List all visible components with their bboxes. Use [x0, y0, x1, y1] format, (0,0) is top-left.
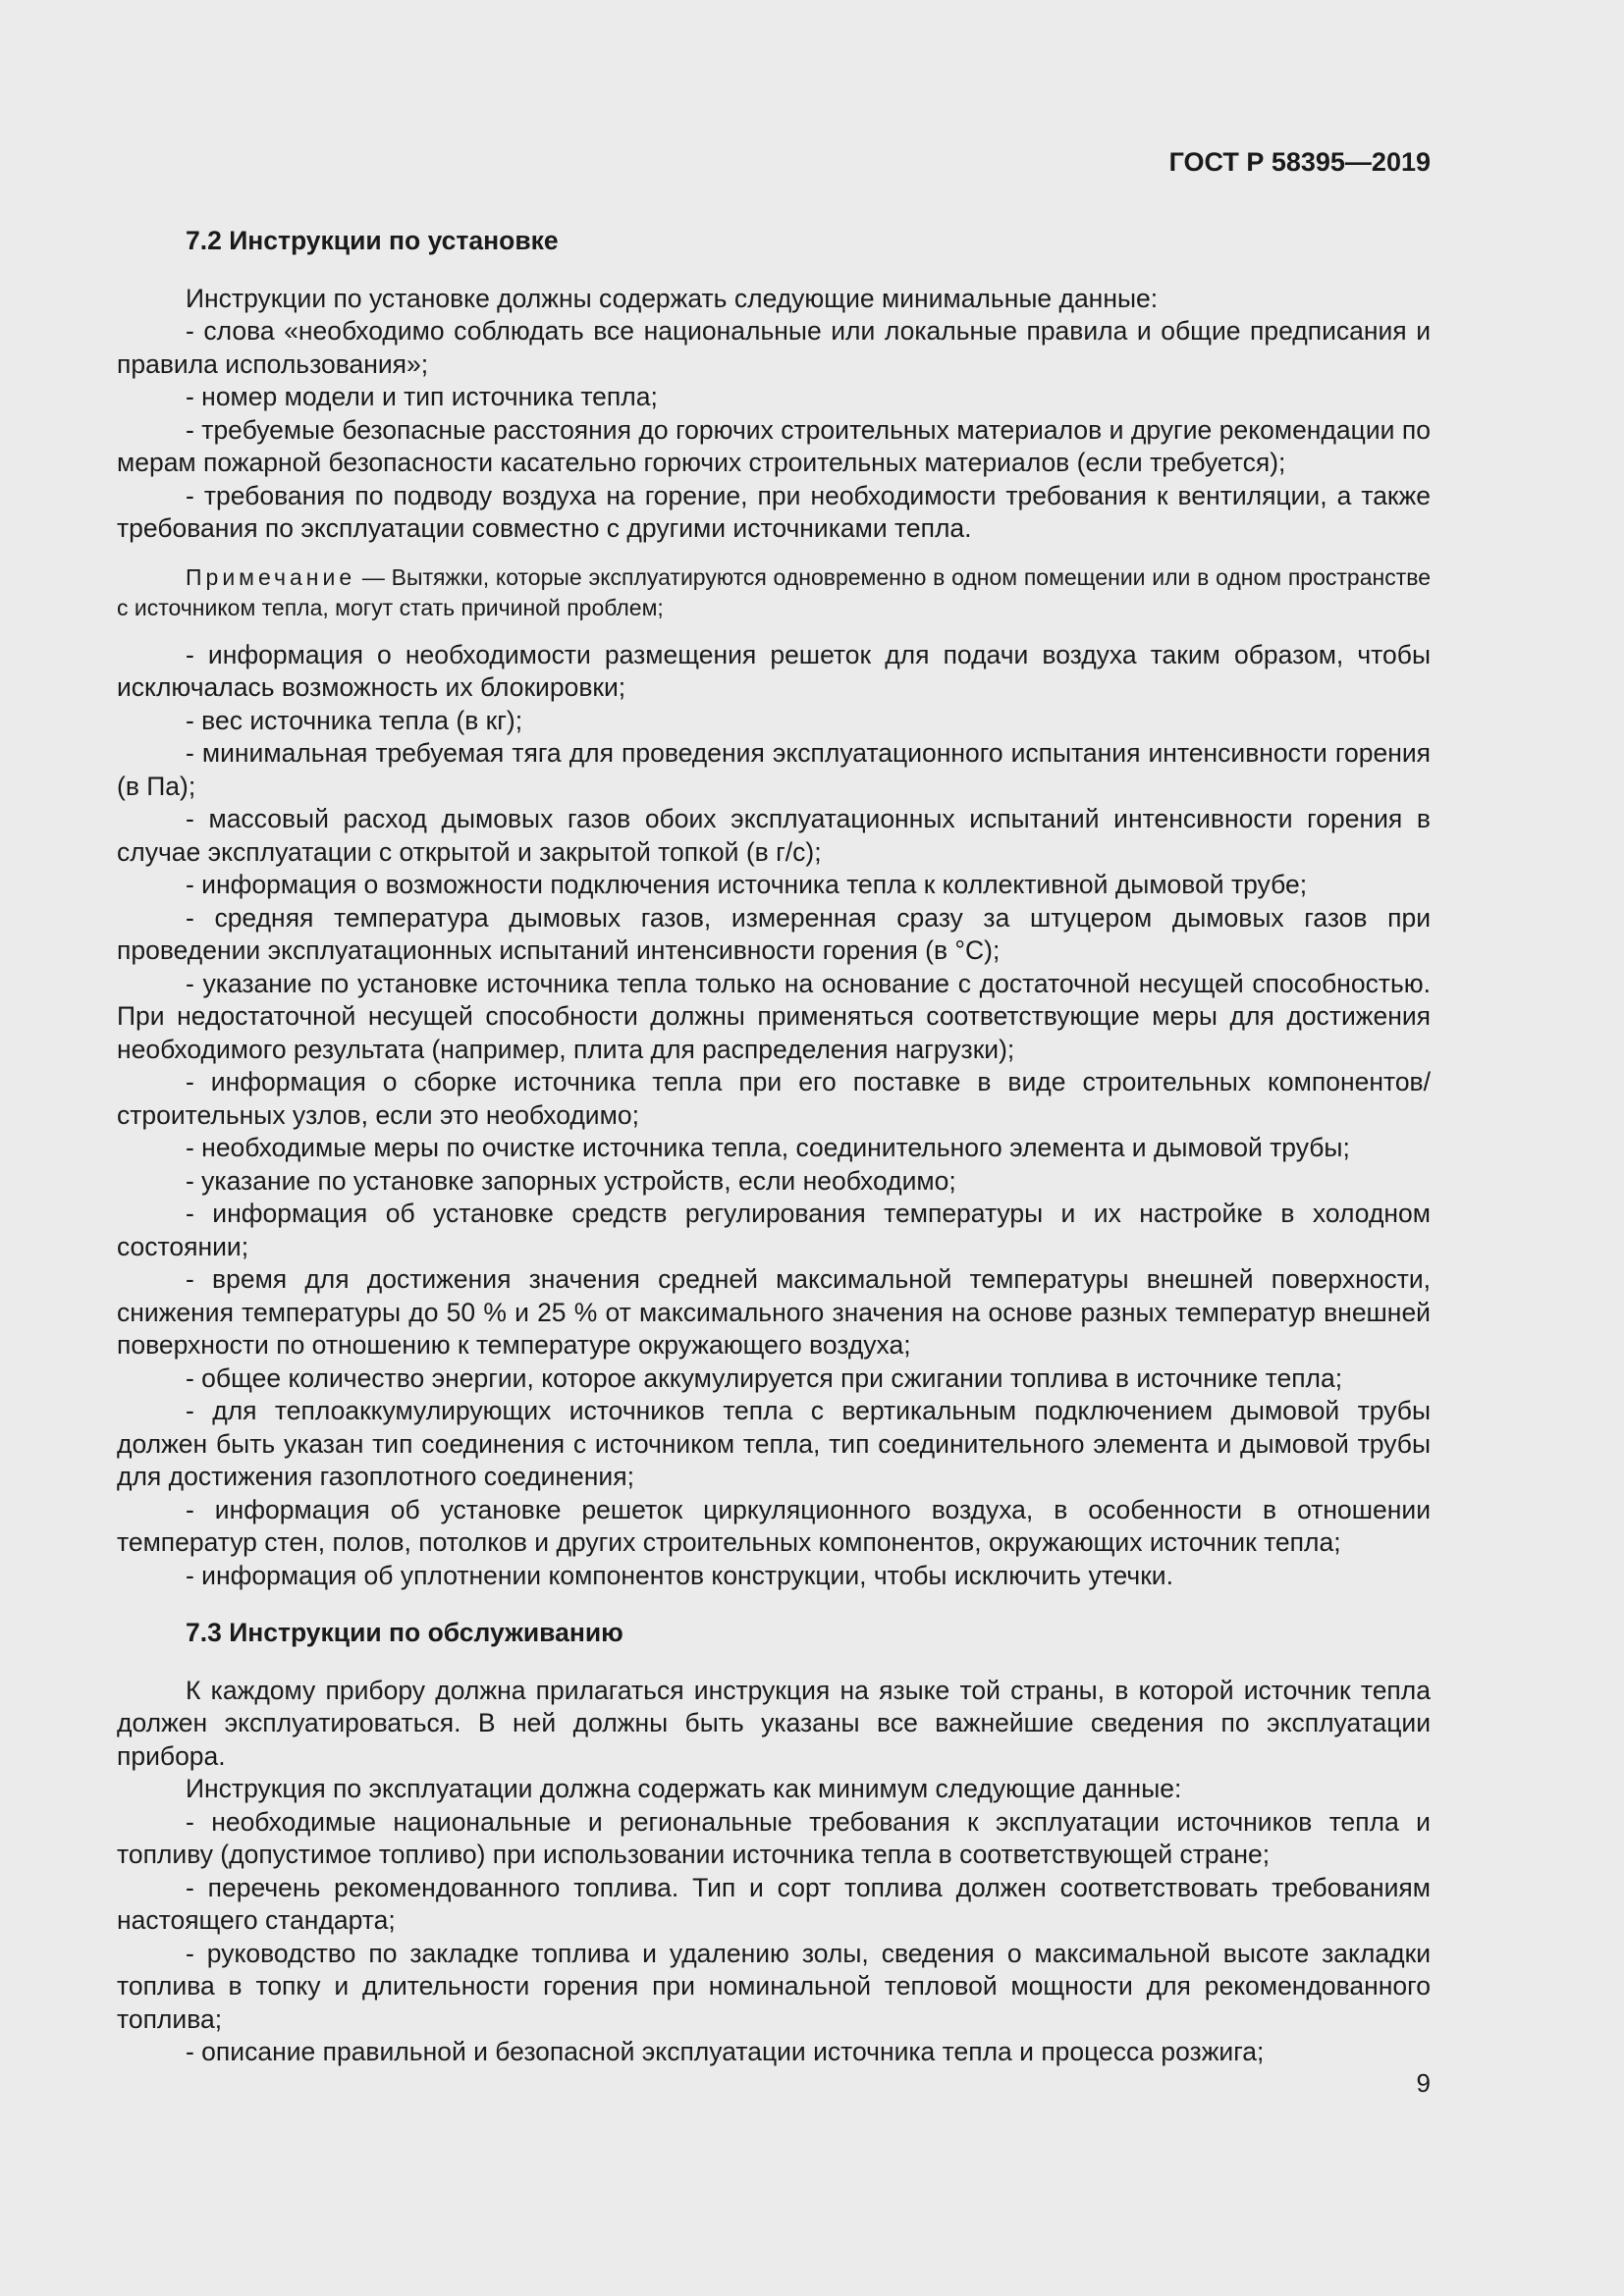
- section-7-2-intro: Инструкции по установке должны содержать следующие минимальные данные:: [186, 283, 1159, 313]
- list-item: - вес источника тепла (в кг);: [186, 705, 523, 735]
- section-7-2-title: 7.2 Инструкции по установке: [186, 226, 559, 255]
- list-item: - номер модели и тип источника тепла;: [186, 382, 658, 411]
- section-7-3-list: [117, 1806, 1431, 2069]
- list-item: - руководство по закладке топлива и удалению золы, сведения о максимальной высоте закладки топлива в топку и длительности горения при номинальной тепловой мощности для рекомендованного топлива;: [117, 1938, 1431, 2034]
- list-item: - описание правильной и безопасной эксплуатации источника тепла и процесса розжига;: [186, 2037, 1265, 2066]
- note: [117, 562, 1431, 623]
- note-text: — Вытяжки, которые эксплуатируются одновременно в одном помещении или в одном пространстве с источником тепла, могут стать причиной проблем;: [117, 563, 1431, 620]
- list-item: - требования по подводу воздуха на горение, при необходимости требования к вентиляции, а также требования по эксплуатации совместно с другими источниками тепла.: [117, 480, 1431, 543]
- list-item: - указание по установке запорных устройств, если необходимо;: [186, 1165, 956, 1196]
- list-item: - перечень рекомендованного топлива. Тип и сорт топлива должен соответствовать требованиям настоящего стандарта;: [117, 1872, 1431, 1935]
- list-item: - общее количество энергии, которое аккумулируется при сжигании топлива в источнике тепла;: [186, 1362, 1343, 1393]
- list-item: - средняя температура дымовых газов, измеренная сразу за штуцером дымовых газов при проведении эксплуатационных испытаний интенсивности горения (в °С);: [117, 902, 1431, 965]
- section-7-3-paragraph-2: Инструкция по эксплуатации должна содержать как минимум следующие данные:: [186, 1774, 1182, 1803]
- list-item: - минимальная требуемая тяга для проведения эксплуатационного испытания интенсивности горения (в Па);: [117, 738, 1431, 801]
- list-item: - информация об установке средств регулирования температуры и их настройке в холодном состоянии;: [117, 1199, 1431, 1261]
- section-7-2-list-b: [117, 639, 1431, 1593]
- list-item: - информация об установке решеток циркуляционного воздуха, в особенности в отношении температур стен, полов, потолков и других строительных компонентов, окружающих источник тепла;: [117, 1494, 1431, 1557]
- list-item: - указание по установке источника тепла только на основание с достаточной несущей способностью. При недостаточной несущей способности должны применяться соответствующие меры для достижения необходимого результата (например, плита для распределения нагрузки);: [117, 968, 1431, 1064]
- document-body: [117, 147, 1431, 2069]
- page-number: 9: [1416, 2068, 1431, 2098]
- section-7-2-list-a: [117, 315, 1431, 546]
- section-7-3-title: 7.3 Инструкции по обслуживанию: [186, 1618, 623, 1647]
- list-item: - информация о сборке источника тепла при его поставке в виде строительных компонентов/строительных узлов, если это необходимо;: [117, 1067, 1431, 1130]
- document-code: ГОСТ Р 58395—2019: [1168, 147, 1431, 177]
- list-item: - слова «необходимо соблюдать все национальные или локальные правила и общие предписания и правила использования»;: [117, 316, 1431, 379]
- list-item: - для теплоаккумулирующих источников тепла с вертикальным подключением дымовой трубы должен быть указан тип соединения с источником тепла, тип соединительного элемента и дымовой трубы для достижения газоплотного соединения;: [117, 1396, 1431, 1491]
- list-item: - информация о необходимости размещения решеток для подачи воздуха таким образом, чтобы исключалась возможность их блокировки;: [117, 639, 1431, 702]
- list-item: - необходимые меры по очистке источника тепла, соединительного элемента и дымовой трубы;: [186, 1133, 1350, 1162]
- list-item: - время для достижения значения средней максимальной температуры внешней поверхности, снижения температуры до 50 % и 25 % от максимального значения на основе разных температур внешней поверхности по отношению к температуре окружающего воздуха;: [117, 1264, 1431, 1360]
- list-item: - необходимые национальные и региональные требования к эксплуатации источников тепла и топливу (допустимое топливо) при использовании источника тепла в соответствующей стране;: [117, 1806, 1431, 1869]
- note-label: Примечание: [186, 563, 356, 590]
- section-7-3-paragraph-1: К каждому прибору должна прилагаться инструкция на языке той страны, в которой источник тепла должен эксплуатироваться. В ней должны быть указаны все важнейшие сведения по эксплуатации прибора.: [117, 1675, 1431, 1771]
- list-item: - информация об уплотнении компонентов конструкции, чтобы исключить утечки.: [186, 1560, 1173, 1590]
- list-item: - требуемые безопасные расстояния до горючих строительных материалов и другие рекомендации по мерам пожарной безопасности касательно горючих строительных материалов (если требуется);: [117, 414, 1431, 477]
- list-item: - информация о возможности подключения источника тепла к коллективной дымовой трубе;: [186, 870, 1308, 899]
- list-item: - массовый расход дымовых газов обоих эксплуатационных испытаний интенсивности горения в случае эксплуатации с открытой и закрытой топкой (в г/с);: [117, 804, 1431, 867]
